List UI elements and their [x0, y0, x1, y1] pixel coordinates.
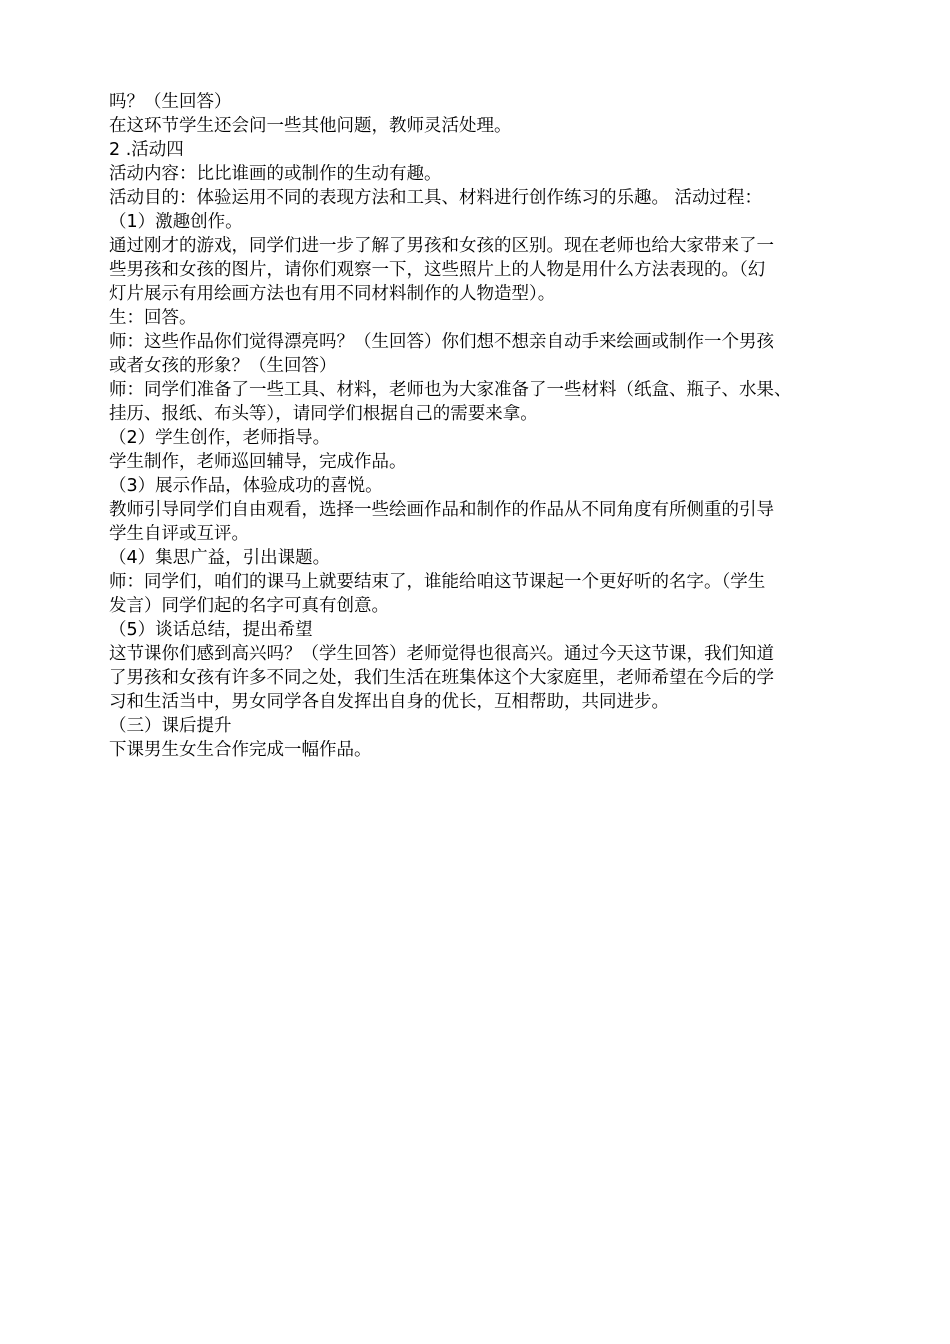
text-line: 通过刚才的游戏，同学们进一步了解了男孩和女孩的区别。现在老师也给大家带来了一 — [109, 236, 774, 256]
text-line: 发言）同学们起的名字可真有创意。 — [109, 596, 389, 616]
text-line: 学生制作，老师巡回辅导，完成作品。 — [109, 452, 407, 472]
step-heading: （3）展示作品，体验成功的喜悦。 — [109, 476, 383, 496]
text-line: 活动目的：体验运用不同的表现方法和工具、材料进行创作练习的乐趣。 活动过程： — [109, 188, 763, 208]
text-line: 下课男生女生合作完成一幅作品。 — [109, 740, 372, 760]
step-heading: （1）激趣创作。 — [109, 212, 243, 232]
section-heading: 2 .活动四 — [109, 140, 184, 160]
text-line: 师：同学们准备了一些工具、材料，老师也为大家准备了一些材料（纸盒、瓶子、水果、 — [109, 380, 792, 400]
document-body — [109, 90, 855, 762]
text-line: 师：同学们，咱们的课马上就要结束了，谁能给咱这节课起一个更好听的名字。（学生 — [109, 572, 766, 592]
text-line: 师：这些作品你们觉得漂亮吗？（生回答）你们想不想亲自动手来绘画或制作一个男孩 — [109, 332, 774, 352]
step-heading: （5）谈话总结，提出希望 — [109, 620, 313, 640]
text-line: 教师引导同学们自由观看，选择一些绘画作品和制作的作品从不同角度有所侧重的引导 — [109, 500, 774, 520]
text-line: 灯片展示有用绘画方法也有用不同材料制作的人物造型）。 — [109, 284, 556, 304]
text-line: 在这环节学生还会问一些其他问题，教师灵活处理。 — [109, 116, 512, 136]
section-heading: （三）课后提升 — [109, 716, 232, 736]
text-line: 活动内容：比比谁画的或制作的生动有趣。 — [109, 164, 442, 184]
text-line: 生：回答。 — [109, 308, 197, 328]
text-line: 学生自评或互评。 — [109, 524, 249, 544]
text-line: 吗？（生回答） — [109, 92, 232, 112]
text-line: 些男孩和女孩的图片，请你们观察一下，这些照片上的人物是用什么方法表现的。（幻 — [109, 260, 766, 280]
step-heading: （2）学生创作，老师指导。 — [109, 428, 331, 448]
text-line: 这节课你们感到高兴吗？（学生回答）老师觉得也很高兴。通过今天这节课，我们知道 — [109, 644, 774, 664]
text-line: 挂历、报纸、布头等），请同学们根据自己的需要来拿。 — [109, 404, 538, 424]
text-line: 或者女孩的形象？（生回答） — [109, 356, 337, 376]
text-line: 习和生活当中，男女同学各自发挥出自身的优长，互相帮助，共同进步。 — [109, 692, 669, 712]
step-heading: （4）集思广益，引出课题。 — [109, 548, 331, 568]
text-line: 了男孩和女孩有许多不同之处，我们生活在班集体这个大家庭里，老师希望在今后的学 — [109, 668, 774, 688]
